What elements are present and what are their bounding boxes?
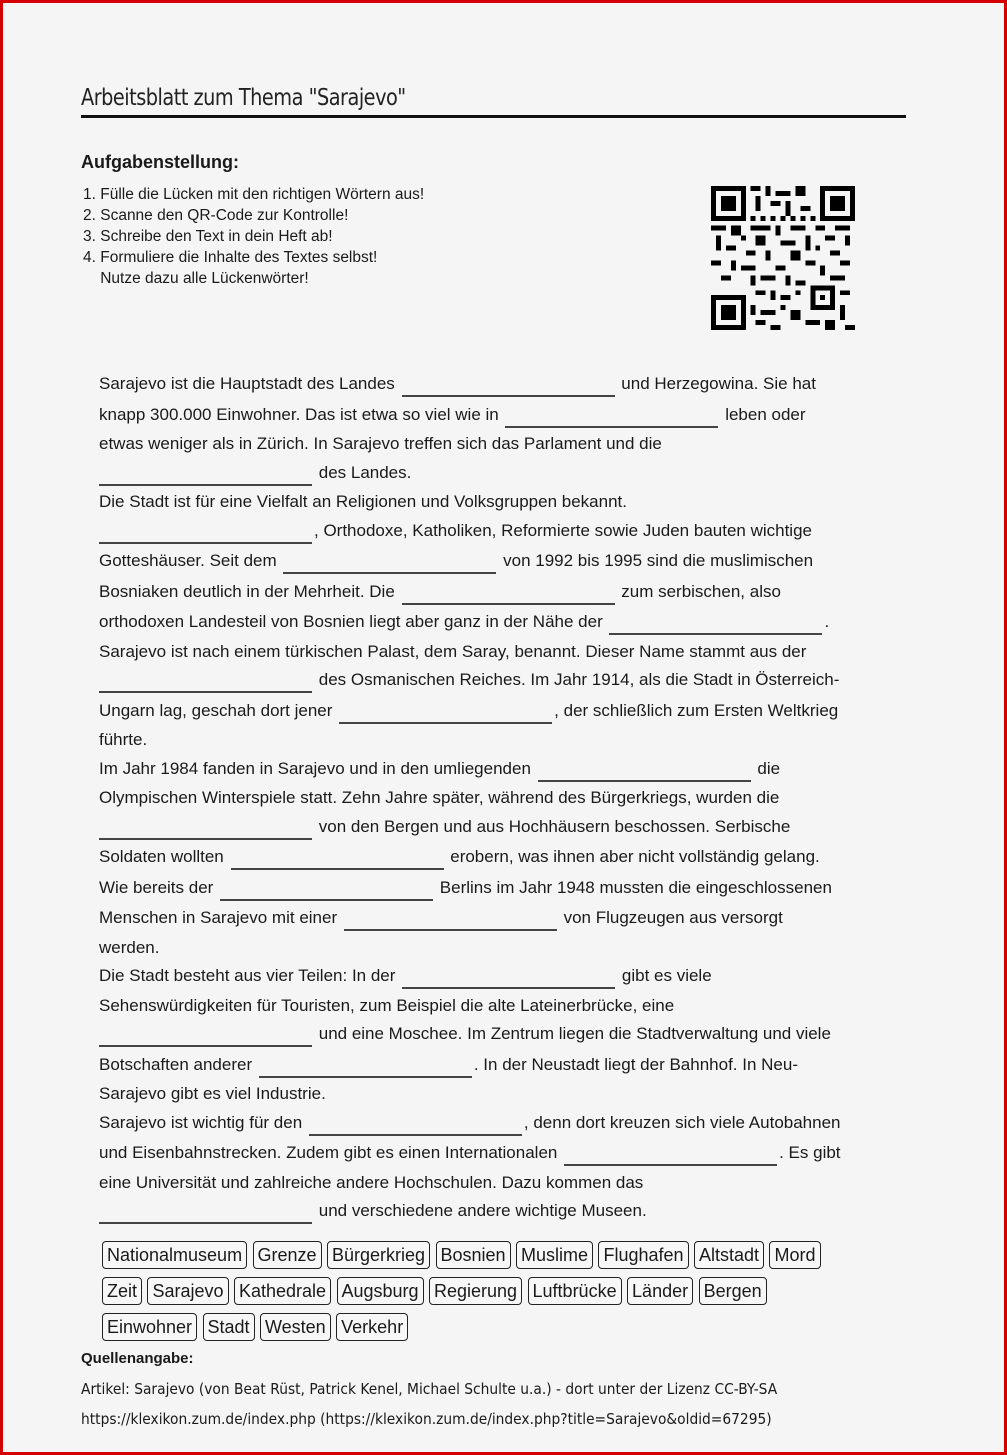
word-card[interactable]: Nationalmuseum <box>102 1241 247 1269</box>
text-line: Sarajevo ist wichtig für den <box>99 1112 303 1132</box>
blank-field[interactable] <box>538 758 751 782</box>
text-line: knapp 300.000 Einwohner. Das ist etwa so viel wie in <box>99 404 499 424</box>
text-line: eine Universität und zahlreiche andere Hochschulen. Dazu kommen das <box>99 1172 644 1192</box>
text-line: führte. <box>99 730 148 749</box>
text-line: leben oder <box>725 404 806 424</box>
text-line: von Flugzeugen aus versorgt <box>563 908 783 927</box>
blank-field[interactable] <box>309 1112 522 1136</box>
text-line: des Osmanischen Reiches. Im Jahr 1914, als die Stadt in Österreich- <box>318 670 840 689</box>
word-card[interactable]: Flughafen <box>598 1241 688 1269</box>
word-card[interactable]: Bürgerkrieg <box>327 1241 430 1269</box>
text-line: Gotteshäuser. Seit dem <box>99 551 277 570</box>
blank-field[interactable] <box>402 581 615 605</box>
blank-field[interactable] <box>99 816 312 840</box>
task-item: Nutze dazu alle Lückenwörter! <box>83 270 309 287</box>
text-line: von 1992 bis 1995 sind die muslimischen <box>503 551 814 570</box>
task-item: 4. Formuliere die Inhalte des Textes selbst! <box>83 249 378 266</box>
text-line: , Orthodoxe, Katholiken, Reformierte sowie Juden bauten wichtige <box>314 520 812 540</box>
source-heading: Quellenangabe: <box>81 1350 194 1367</box>
page-title: Arbeitsblatt zum Thema "Sarajevo" <box>81 85 406 111</box>
blank-field[interactable] <box>402 965 615 989</box>
text-line: gibt es viele <box>621 966 712 985</box>
blank-field[interactable] <box>564 1142 777 1166</box>
text-line: von den Bergen und aus Hochhäusern beschossen. Serbische <box>318 816 791 836</box>
word-card[interactable]: Bosnien <box>436 1241 511 1269</box>
text-line: erobern, was ihnen aber nicht vollständig gelang. <box>450 847 820 866</box>
word-card[interactable]: Grenze <box>253 1241 322 1269</box>
text-line: Soldaten wollten <box>99 847 224 866</box>
text-line: Sarajevo gibt es viel Industrie. <box>99 1084 326 1103</box>
text-line: , der schließlich zum Ersten Weltkrieg <box>554 700 839 720</box>
text-line: Berlins im Jahr 1948 mussten die eingeschlossenen <box>439 877 832 897</box>
blank-field[interactable] <box>505 404 718 428</box>
word-card[interactable]: Sarajevo <box>147 1277 228 1305</box>
text-line: und Herzegowina. Sie hat <box>621 374 816 393</box>
task-item: 2. Scanne den QR-Code zur Kontrolle! <box>83 207 349 224</box>
blank-field[interactable] <box>339 700 552 724</box>
word-card[interactable]: Luftbrücke <box>528 1277 622 1305</box>
word-card[interactable]: Zeit <box>102 1277 142 1305</box>
text-line: werden. <box>99 937 160 957</box>
text-line: Menschen in Sarajevo mit einer <box>99 908 338 927</box>
word-bank <box>102 1241 902 1349</box>
text-line: und Eisenbahnstrecken. Zudem gibt es einen Internationalen <box>99 1143 558 1162</box>
text-line: Botschaften anderer <box>99 1054 253 1074</box>
word-card[interactable]: Muslime <box>516 1241 593 1269</box>
blank-field[interactable] <box>99 520 312 544</box>
word-card[interactable]: Verkehr <box>336 1313 408 1341</box>
word-card[interactable]: Bergen <box>699 1277 767 1305</box>
text-line: Die Stadt besteht aus vier Teilen: In der <box>99 966 396 985</box>
task-item: 3. Schreibe den Text in dein Heft ab! <box>83 228 333 245</box>
text-line: Sarajevo ist die Hauptstadt des Landes <box>99 374 395 393</box>
task-list <box>83 184 424 289</box>
word-card[interactable]: Altstadt <box>694 1241 764 1269</box>
blank-field[interactable] <box>231 846 444 870</box>
word-card[interactable]: Augsburg <box>337 1277 424 1305</box>
text-line: Sarajevo ist nach einem türkischen Palast, dem Saray, benannt. Dieser Name stammt aus der <box>99 641 807 661</box>
text-line: . <box>824 612 830 631</box>
text-line: und verschiedene andere wichtige Museen. <box>318 1201 647 1220</box>
title-underline <box>81 115 906 118</box>
blank-field[interactable] <box>99 1023 312 1047</box>
word-card[interactable]: Länder <box>627 1277 693 1305</box>
text-line: etwas weniger als in Zürich. In Sarajevo treffen sich das Parlament und die <box>99 434 662 453</box>
text-line: die <box>757 758 781 778</box>
word-card[interactable]: Einwohner <box>102 1313 197 1341</box>
text-line: , denn dort kreuzen sich viele Autobahnen <box>523 1112 841 1132</box>
text-line: des Landes. <box>318 462 412 482</box>
text-line: Sehenswürdigkeiten für Touristen, zum Beispiel die alte Lateinerbrücke, eine <box>99 995 675 1015</box>
blank-field[interactable] <box>99 1200 312 1224</box>
text-line: und eine Moschee. Im Zentrum liegen die Stadtverwaltung und viele <box>318 1024 831 1043</box>
word-card[interactable]: Kathedrale <box>234 1277 331 1305</box>
text-line: Wie bereits der <box>99 877 214 897</box>
word-card[interactable]: Stadt <box>203 1313 255 1341</box>
blank-field[interactable] <box>220 877 433 901</box>
qr-code-icon <box>711 184 855 332</box>
blank-field[interactable] <box>99 462 312 486</box>
blank-field[interactable] <box>283 550 496 574</box>
text-line: . Es gibt <box>779 1143 841 1162</box>
blank-field[interactable] <box>344 907 557 931</box>
word-card[interactable]: Regierung <box>429 1277 522 1305</box>
word-card[interactable]: Mord <box>769 1241 820 1269</box>
blank-field[interactable] <box>99 669 312 693</box>
blank-field[interactable] <box>402 373 615 397</box>
text-line: . In der Neustadt liegt der Bahnhof. In Neu- <box>473 1054 798 1074</box>
text-line: Im Jahr 1984 fanden in Sarajevo und in den umliegenden <box>99 758 531 778</box>
text-line: Bosniaken deutlich in der Mehrheit. Die <box>99 581 395 601</box>
source-url[interactable]: https://klexikon.zum.de/index.php (https://klexikon.zum.de/index.php?title=Sarajevo&oldid=67295) <box>81 1410 772 1428</box>
task-item: 1. Fülle die Lücken mit den richtigen Wörtern aus! <box>83 186 425 203</box>
text-line: Ungarn lag, geschah dort jener <box>99 700 333 720</box>
word-card[interactable]: Westen <box>260 1313 331 1341</box>
tasks-heading: Aufgabenstellung: <box>81 152 239 172</box>
blank-field[interactable] <box>609 611 822 635</box>
text-line: Olympischen Winterspiele statt. Zehn Jahre später, während des Bürgerkriegs, wurden die <box>99 788 780 807</box>
cloze-text <box>99 369 899 1227</box>
blank-field[interactable] <box>259 1054 472 1078</box>
source-article: Artikel: Sarajevo (von Beat Rüst, Patrick Kenel, Michael Schulte u.a.) - dort unter der Lizenz CC-BY-SA <box>81 1380 778 1398</box>
text-line: Die Stadt ist für eine Vielfalt an Religionen und Volksgruppen bekannt. <box>99 492 627 511</box>
text-line: zum serbischen, also <box>621 581 781 601</box>
text-line: orthodoxen Landesteil von Bosnien liegt aber ganz in der Nähe der <box>99 612 603 631</box>
